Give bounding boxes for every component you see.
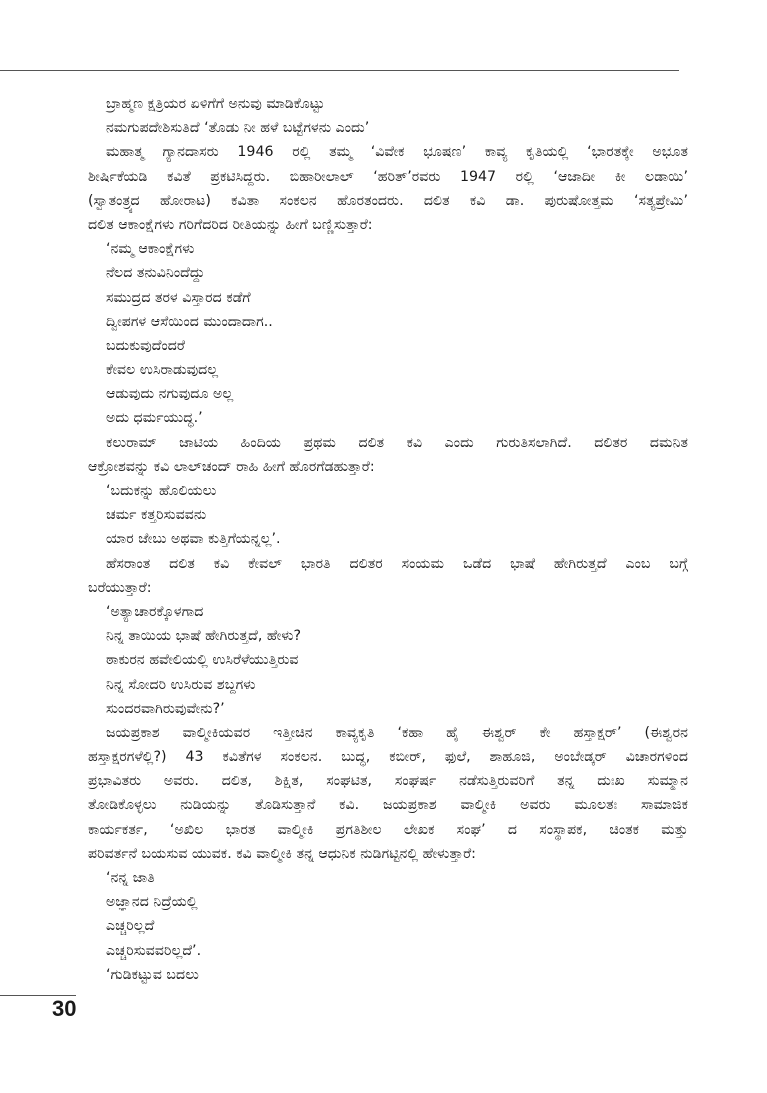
text-line: ಹಸ್ತಾಕ್ಷರಗಳೆಲ್ಲಿ?) 43 ಕವಿತೆಗಳ ಸಂಕಲನ. ಬುದ್ಧ, ಕಬೀರ್, ಫುಲೆ, ಶಾಹೂಜಿ, ಅಂಬೇಡ್ಕರ್ ವಿಚಾರಗಳಿಂದ [88, 749, 688, 766]
text-line: (ಸ್ವಾತಂತ್ರ್ಯದ ಹೋರಾಟ) ಕವಿತಾ ಸಂಕಲನ ಹೊರತಂದರು. ದಲಿತ ಕವಿ ಡಾ. ಪುರುಷೋತ್ತಮ ‘ಸತ್ಯಪ್ರೇಮಿ’ [88, 192, 688, 209]
text-line: ಠಾಕುರನ ಹವೇಲಿಯಲ್ಲಿ ಉಸಿರೆಳೆಯುತ್ತಿರುವ [106, 652, 299, 669]
text-line: ಶೀರ್ಷಿಕೆಯಡಿ ಕವಿತೆ ಪ್ರಕಟಿಸಿದ್ದರು. ಬಿಹಾರೀಲಾಲ್ ‘ಹರಿತ್’ರವರು 1947 ರಲ್ಲಿ ‘ಆಜಾದೀ ಕೀ ಲಡಾಯಿ’ [88, 168, 688, 185]
text-line: ಕಲುರಾಮ್ ಜಾಟಿಯ ಹಿಂದಿಯ ಪ್ರಥಮ ದಲಿತ ಕವಿ ಎಂದು ಗುರುತಿಸಲಾಗಿದೆ. ದಲಿತರ ದಮನಿತ [106, 434, 688, 451]
page-number: 30 [52, 996, 77, 1021]
text-line: ನಿನ್ನ ತಾಯಿಯ ಭಾಷೆ ಹೇಗಿರುತ್ತದೆ, ಹೇಳು? [106, 628, 302, 645]
text-line: ನೆಲದ ತನುವಿನಿಂದೆದ್ದು [106, 265, 205, 282]
page-body-text [88, 92, 688, 987]
top-divider [0, 70, 679, 71]
text-line: ಯಾರ ಜೇಬು ಅಥವಾ ಕುತ್ತಿಗೆಯನ್ನಲ್ಲ’. [106, 531, 281, 548]
text-line: ಆಕ್ರೋಶವನ್ನು ಕವಿ ಲಾಲ್‌ಚಂದ್ ರಾಹಿ ಹೀಗೆ ಹೊರಗೆಡಹುತ್ತಾರೆ: [88, 458, 375, 475]
text-line: ‘ಬದುಕನ್ನು ಹೊಲಿಯಲು [106, 483, 217, 499]
text-line: ದ್ವೀಪಗಳ ಆಸೆಯಿಂದ ಮುಂದಾದಾಗ.. [106, 313, 273, 330]
text-line: ‘ಗುಡಿಕಟ್ಟುವ ಬದಲು [106, 966, 199, 983]
text-line: ಜಯಪ್ರಕಾಶ ವಾಲ್ಮೀಕಿಯವರ ಇತ್ತೀಚಿನ ಕಾವ್ಯಕೃತಿ ‘ಕಹಾ ಹೈ ಈಶ್ವರ್ ಕೇ ಹಸ್ತಾಕ್ಷರ್’ (ಈಶ್ವರನ [106, 724, 688, 741]
text-line: ನಿನ್ನ ಸೋದರಿ ಉಸಿರುವ ಶಬ್ದಗಳು [106, 676, 256, 693]
text-line: ಮಹಾತ್ಮ ಗ್ಯಾನದಾಸರು 1946 ರಲ್ಲಿ ತಮ್ಮ ‘ವಿವೇಕ ಭೂಷಣ’ ಕಾವ್ಯ ಕೃತಿಯಲ್ಲಿ ‘ಭಾರತಕ್ಕೇ ಅಭೂತ [106, 144, 688, 161]
text-line: ಕೇವಲ ಉಸಿರಾಡುವುದಲ್ಲ [106, 362, 219, 379]
text-line: ಪ್ರಭಾವಿತರು ಅವರು. ದಲಿತ, ಶಿಕ್ಷಿತ, ಸಂಘಟಿತ, ಸಂಘರ್ಷ ನಡೆಸುತ್ತಿರುವರಿಗೆ ತನ್ನ ದುಃಖ ಸುಮ್ಮಾನ [88, 773, 688, 790]
text-line: ‘ನಮ್ಮ ಆಕಾಂಕ್ಷೆಗಳು [106, 241, 195, 258]
text-line: ದಲಿತ ಆಕಾಂಕ್ಷೆಗಳು ಗರಿಗೆದರಿದ ರೀತಿಯನ್ನು ಹೀಗೆ ಬಣ್ಣಿಸುತ್ತಾರೆ: [88, 216, 373, 233]
text-line: ಪರಿವರ್ತನೆ ಬಯಸುವ ಯುವಕ. ಕವಿ ವಾಲ್ಮೀಕಿ ತನ್ನ ಆಧುನಿಕ ನುಡಿಗಟ್ಟಿನಲ್ಲಿ ಹೇಳುತ್ತಾರೆ: [88, 845, 476, 862]
text-line: ಸಮುದ್ರದ ತರಳ ವಿಸ್ತಾರದ ಕಡೆಗೆ [106, 289, 251, 306]
text-line: ಆಡುವುದು ನಗುವುದೂ ಅಲ್ಲ [106, 386, 234, 403]
text-line: ಅದು ಧರ್ಮಯುದ್ಧ.’ [106, 410, 203, 427]
text-line: ಚರ್ಮ ಕತ್ತರಿಸುವವನು [106, 507, 207, 524]
text-line: ಹೆಸರಾಂತ ದಲಿತ ಕವಿ ಕೇವಲ್ ಭಾರತಿ ದಲಿತರ ಸಂಯಮ ಒಡೆದ ಭಾಷೆ ಹೇಗಿರುತ್ತದೆ ಎಂಬ ಬಗ್ಗೆ [106, 555, 688, 572]
text-line: ಬರೆಯುತ್ತಾರೆ: [88, 579, 152, 596]
text-line: ಎಚ್ಚರಿಸುವವರಿಲ್ಲದೆ’. [106, 942, 202, 959]
text-line: ಎಚ್ಚರಿಲ್ಲದೆ [106, 918, 155, 935]
text-line: ಕಾರ್ಯಕರ್ತ, ‘ಅಖಿಲ ಭಾರತ ವಾಲ್ಮೀಕಿ ಪ್ರಗತಿಶೀಲ ಲೇಖಕ ಸಂಘ’ ದ ಸಂಸ್ಥಾಪಕ, ಚಿಂತಕ ಮತ್ತು [88, 821, 688, 838]
text-line: ನಮಗುಪದೇಶಿಸುತಿದೆ ‘ತೊಡು ನೀ ಹಳೆ ಬಟ್ಟೆಗಳನು ಎಂದು’ [106, 120, 370, 137]
text-line: ‘ನನ್ನ ಜಾತಿ [106, 870, 155, 886]
text-line: ಬ್ರಾಹ್ಮಣ ಕ್ಷತ್ರಿಯರ ಏಳಿಗೆಗೆ ಅನುವು ಮಾಡಿಕೊಟ್ಟು [106, 96, 325, 112]
text-line: ತೋಡಿಕೊಳ್ಳಲು ನುಡಿಯನ್ನು ತೊಡಿಸುತ್ತಾನೆ ಕವಿ. ಜಯಪ್ರಕಾಶ ವಾಲ್ಮೀಕಿ ಅವರು ಮೂಲತಃ ಸಾಮಾಜಿಕ [88, 797, 688, 814]
text-line: ಸುಂದರವಾಗಿರುವುವೇನು?’ [106, 700, 225, 717]
text-line: ಅಜ್ಞಾನದ ನಿದ್ರೆಯಲ್ಲಿ [106, 894, 198, 911]
text-line: ‘ಅತ್ಯಾಚಾರಕ್ಕೊಳಗಾದ [106, 603, 204, 620]
text-line: ಬದುಕುವುದೆಂದರೆ [106, 337, 185, 354]
